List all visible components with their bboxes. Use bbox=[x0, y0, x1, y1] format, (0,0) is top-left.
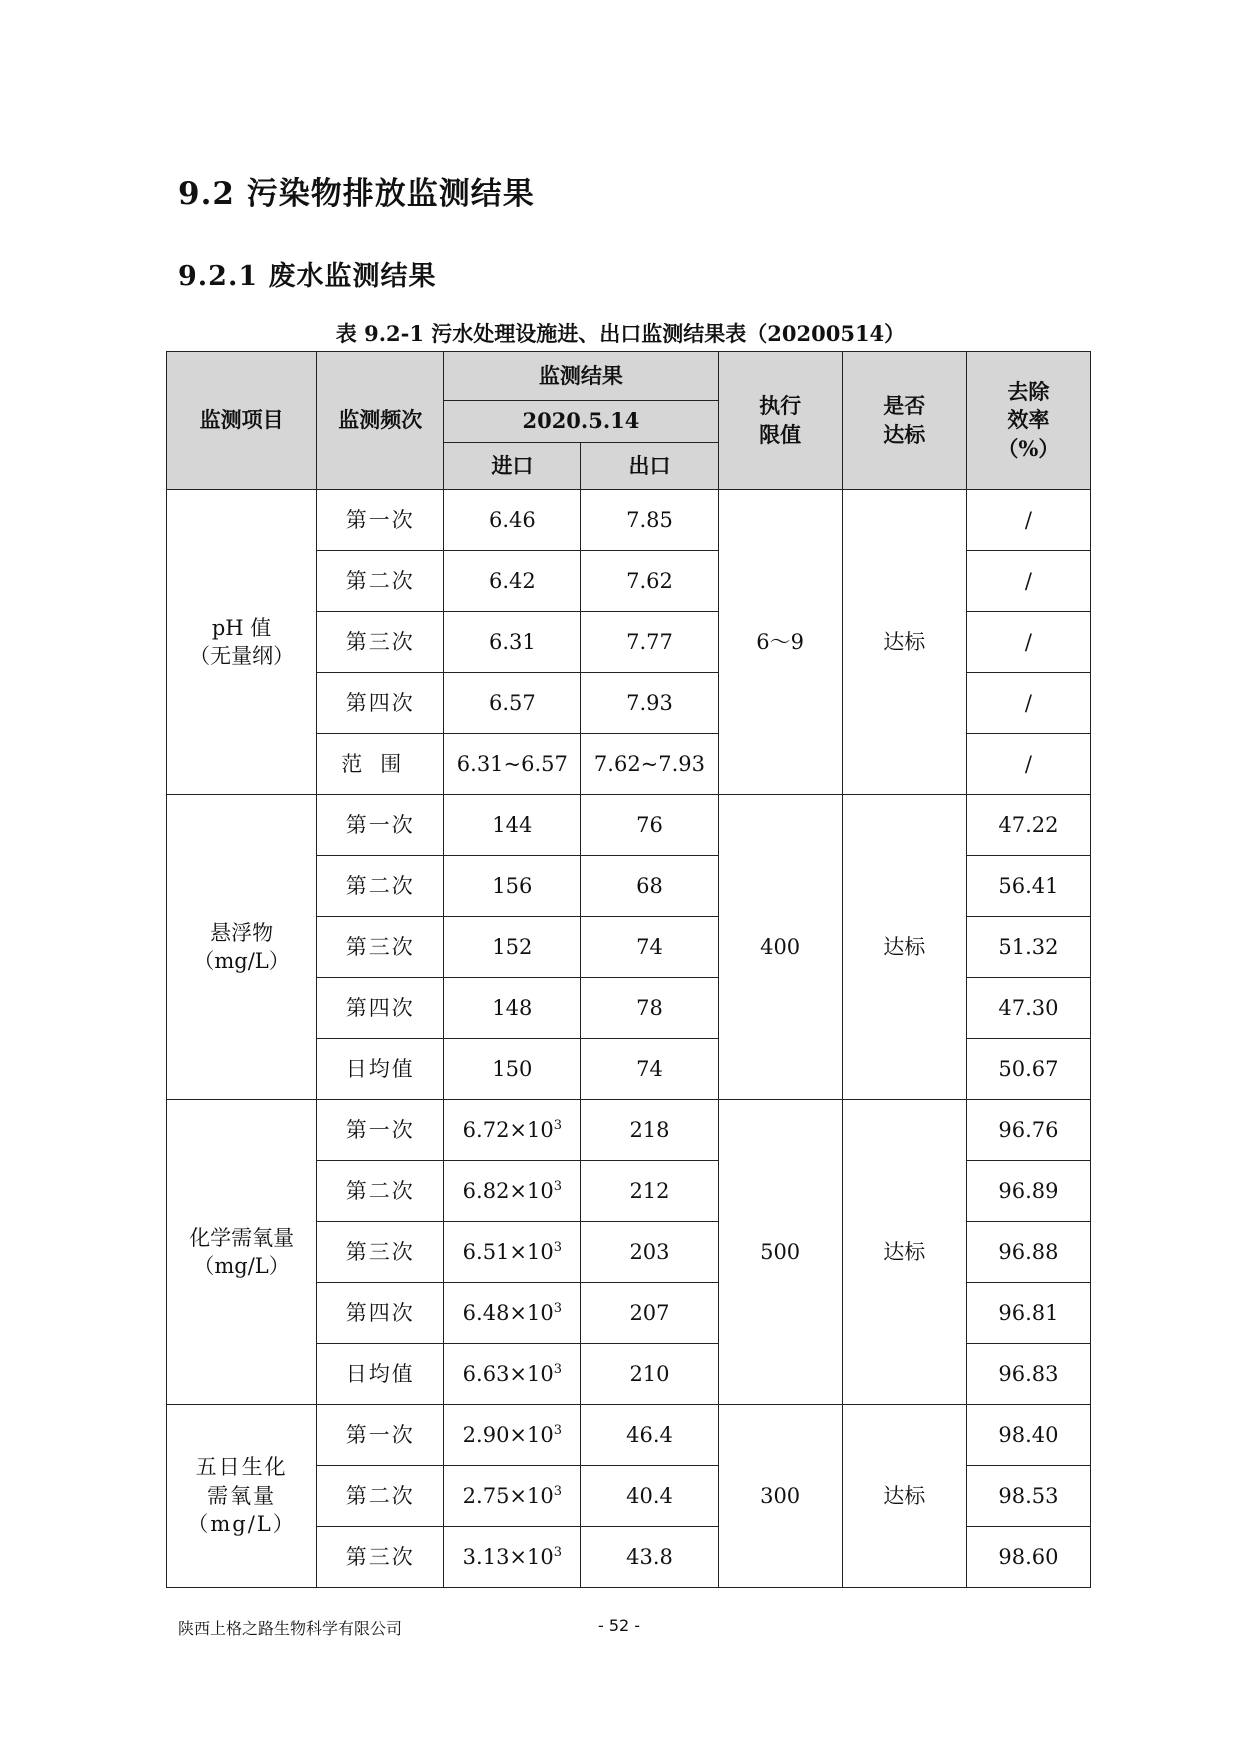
inlet-cell: 6.31 bbox=[444, 612, 581, 673]
item-cod: 化学需氧量 （mg/L） bbox=[167, 1100, 317, 1405]
item-bod5: 五日生化 需氧量 （mg/L） bbox=[167, 1405, 317, 1588]
limit-cell: 300 bbox=[718, 1405, 842, 1588]
efficiency-cell: 96.83 bbox=[966, 1344, 1090, 1405]
section-heading: 9.2 污染物排放监测结果 bbox=[178, 176, 535, 212]
efficiency-cell: / bbox=[966, 673, 1090, 734]
header-frequency: 监测频次 bbox=[317, 352, 444, 490]
freq-cell: 第二次 bbox=[317, 1161, 444, 1222]
inlet-cell: 156 bbox=[444, 856, 581, 917]
status-cell: 达标 bbox=[842, 490, 966, 795]
outlet-cell: 40.4 bbox=[581, 1466, 718, 1527]
efficiency-cell: 96.88 bbox=[966, 1222, 1090, 1283]
outlet-cell: 74 bbox=[581, 1039, 718, 1100]
freq-cell: 第二次 bbox=[317, 551, 444, 612]
table-row bbox=[167, 1405, 1091, 1466]
freq-cell: 第二次 bbox=[317, 1466, 444, 1527]
outlet-cell: 203 bbox=[581, 1222, 718, 1283]
freq-cell: 第二次 bbox=[317, 856, 444, 917]
freq-cell: 第三次 bbox=[317, 1222, 444, 1283]
outlet-cell: 68 bbox=[581, 856, 718, 917]
inlet-cell: 6.42 bbox=[444, 551, 581, 612]
efficiency-cell: / bbox=[966, 551, 1090, 612]
efficiency-cell: 98.40 bbox=[966, 1405, 1090, 1466]
inlet-cell: $6.72\times 10^3$ bbox=[444, 1100, 581, 1161]
efficiency-cell: 96.81 bbox=[966, 1283, 1090, 1344]
header-inlet: 进口 bbox=[444, 443, 581, 490]
inlet-cell: 6.57 bbox=[444, 673, 581, 734]
freq-cell: 第四次 bbox=[317, 978, 444, 1039]
outlet-cell: 46.4 bbox=[581, 1405, 718, 1466]
efficiency-cell: / bbox=[966, 490, 1090, 551]
header-limit: 执行 限值 bbox=[718, 352, 842, 490]
efficiency-cell: 96.89 bbox=[966, 1161, 1090, 1222]
status-cell: 达标 bbox=[842, 795, 966, 1100]
header-outlet: 出口 bbox=[581, 443, 718, 490]
limit-cell: 6～9 bbox=[718, 490, 842, 795]
inlet-cell: $6.48\times 10^3$ bbox=[444, 1283, 581, 1344]
inlet-cell: $2.75\times 10^3$ bbox=[444, 1466, 581, 1527]
efficiency-cell: / bbox=[966, 734, 1090, 795]
inlet-cell: 152 bbox=[444, 917, 581, 978]
freq-cell: 日均值 bbox=[317, 1344, 444, 1405]
freq-cell: 第三次 bbox=[317, 612, 444, 673]
freq-cell: 第四次 bbox=[317, 1283, 444, 1344]
item-ph: pH 值 （无量纲） bbox=[167, 490, 317, 795]
freq-cell: 日均值 bbox=[317, 1039, 444, 1100]
table-row bbox=[167, 490, 1091, 551]
inlet-cell: $3.13\times 10^3$ bbox=[444, 1527, 581, 1588]
subsection-heading: 9.2.1 废水监测结果 bbox=[178, 261, 437, 292]
inlet-cell: 6.31~6.57 bbox=[444, 734, 581, 795]
outlet-cell: 78 bbox=[581, 978, 718, 1039]
efficiency-cell: 47.30 bbox=[966, 978, 1090, 1039]
header-standard: 是否 达标 bbox=[842, 352, 966, 490]
inlet-cell: $6.82\times 10^3$ bbox=[444, 1161, 581, 1222]
outlet-cell: 210 bbox=[581, 1344, 718, 1405]
efficiency-cell: 47.22 bbox=[966, 795, 1090, 856]
inlet-cell: 150 bbox=[444, 1039, 581, 1100]
inlet-cell: $6.63\times 10^3$ bbox=[444, 1344, 581, 1405]
outlet-cell: 218 bbox=[581, 1100, 718, 1161]
header-results: 监测结果 bbox=[444, 352, 718, 401]
status-cell: 达标 bbox=[842, 1100, 966, 1405]
freq-cell: 第一次 bbox=[317, 490, 444, 551]
outlet-cell: 7.77 bbox=[581, 612, 718, 673]
status-cell: 达标 bbox=[842, 1405, 966, 1588]
efficiency-cell: 56.41 bbox=[966, 856, 1090, 917]
outlet-cell: 43.8 bbox=[581, 1527, 718, 1588]
efficiency-cell: 98.53 bbox=[966, 1466, 1090, 1527]
outlet-cell: 207 bbox=[581, 1283, 718, 1344]
efficiency-cell: 50.67 bbox=[966, 1039, 1090, 1100]
table-row bbox=[167, 795, 1091, 856]
outlet-cell: 212 bbox=[581, 1161, 718, 1222]
freq-cell: 第四次 bbox=[317, 673, 444, 734]
limit-cell: 400 bbox=[718, 795, 842, 1100]
outlet-cell: 74 bbox=[581, 917, 718, 978]
outlet-cell: 7.93 bbox=[581, 673, 718, 734]
inlet-cell: 148 bbox=[444, 978, 581, 1039]
efficiency-cell: / bbox=[966, 612, 1090, 673]
freq-cell: 第一次 bbox=[317, 795, 444, 856]
header-item: 监测项目 bbox=[167, 352, 317, 490]
efficiency-cell: 51.32 bbox=[966, 917, 1090, 978]
item-suspended-solids: 悬浮物 （mg/L） bbox=[167, 795, 317, 1100]
efficiency-cell: 98.60 bbox=[966, 1527, 1090, 1588]
header-date: 2020.5.14 bbox=[444, 401, 718, 443]
outlet-cell: 7.85 bbox=[581, 490, 718, 551]
freq-cell: 范围 bbox=[317, 734, 444, 795]
freq-cell: 第三次 bbox=[317, 917, 444, 978]
page-number: - 52 - bbox=[598, 1616, 641, 1635]
efficiency-cell: 96.76 bbox=[966, 1100, 1090, 1161]
table-row bbox=[167, 1100, 1091, 1161]
inlet-cell: $2.90\times 10^3$ bbox=[444, 1405, 581, 1466]
header-efficiency: 去除 效率 （%） bbox=[966, 352, 1090, 490]
table-caption: 表 9.2-1 污水处理设施进、出口监测结果表（20200514） bbox=[335, 321, 906, 346]
outlet-cell: 7.62 bbox=[581, 551, 718, 612]
freq-cell: 第一次 bbox=[317, 1405, 444, 1466]
footer-company: 陕西上格之路生物科学有限公司 bbox=[178, 1619, 403, 1638]
freq-cell: 第一次 bbox=[317, 1100, 444, 1161]
limit-cell: 500 bbox=[718, 1100, 842, 1405]
inlet-cell: 6.46 bbox=[444, 490, 581, 551]
inlet-cell: $6.51\times 10^3$ bbox=[444, 1222, 581, 1283]
header-row bbox=[167, 352, 1091, 401]
monitoring-results-table bbox=[166, 351, 1091, 1588]
outlet-cell: 76 bbox=[581, 795, 718, 856]
outlet-cell: 7.62~7.93 bbox=[581, 734, 718, 795]
inlet-cell: 144 bbox=[444, 795, 581, 856]
freq-cell: 第三次 bbox=[317, 1527, 444, 1588]
